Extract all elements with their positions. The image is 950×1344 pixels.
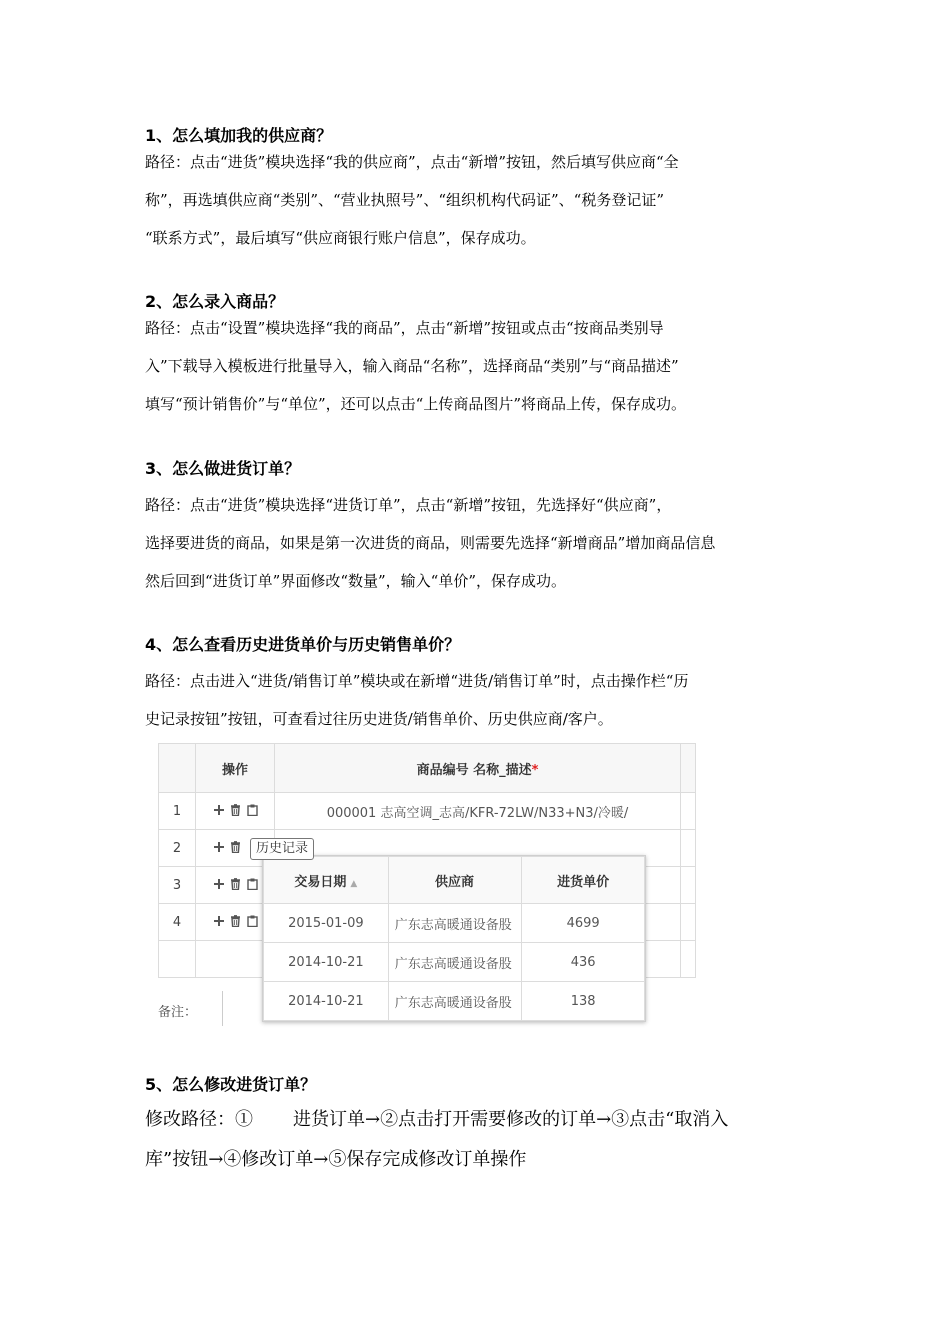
remark-label: 备注： xyxy=(158,1005,198,1020)
section-3-body xyxy=(145,486,810,600)
section-4-line-1: 路径：点击进入“进货/销售订单”模块或在新增“进货/销售订单”时，点击操作栏“历 xyxy=(145,672,689,690)
row-actions xyxy=(196,793,275,830)
popup-header-row xyxy=(264,857,645,904)
section-5-body xyxy=(145,1100,810,1180)
row-index: 2 xyxy=(159,830,196,867)
popup-price: 4699 xyxy=(522,904,645,943)
popup-price: 436 xyxy=(522,943,645,982)
section-1-line-1: 路径：点击“进货”模块选择“我的供应商”，点击“新增”按钮，然后填写供应商“全 xyxy=(145,153,679,171)
row-product-desc[interactable]: 000001 志高空调_志高/KFR-72LW/N33+N3/冷暖/ xyxy=(275,793,681,830)
add-icon[interactable] xyxy=(214,916,224,926)
popup-row[interactable] xyxy=(264,943,645,982)
header-index xyxy=(159,744,196,793)
row-index: 1 xyxy=(159,793,196,830)
section-5-title: 5、怎么修改进货订单？ xyxy=(145,1075,317,1094)
popup-date: 2015-01-09 xyxy=(264,904,389,943)
history-icon[interactable] xyxy=(247,915,258,927)
section-3-line-2: 选择要进货的商品，如果是第一次进货的商品，则需要先选择“新增商品”增加商品信息 xyxy=(145,534,716,552)
sort-caret-icon[interactable]: ▲ xyxy=(350,878,358,889)
header-extra xyxy=(681,744,696,793)
add-icon[interactable] xyxy=(214,842,224,852)
table-row xyxy=(159,793,696,830)
history-icon[interactable] xyxy=(247,878,258,890)
section-3-title: 3、怎么做进货订单？ xyxy=(145,459,301,478)
popup-row[interactable] xyxy=(264,904,645,943)
delete-icon[interactable] xyxy=(230,804,241,816)
delete-icon[interactable] xyxy=(230,878,241,890)
section-2-body xyxy=(145,309,810,423)
add-icon[interactable] xyxy=(214,805,224,815)
popup-col-price: 进货单价 xyxy=(522,857,645,904)
table-header-row xyxy=(159,744,696,793)
section-2-title: 2、怎么录入商品？ xyxy=(145,292,285,311)
header-product-desc-label: 商品编号 名称_描述 xyxy=(416,762,532,778)
popup-price: 138 xyxy=(522,982,645,1021)
remark-input[interactable] xyxy=(222,991,223,1026)
section-1-title: 1、怎么填加我的供应商？ xyxy=(145,126,333,145)
history-icon[interactable] xyxy=(247,804,258,816)
section-2-line-2: 入”下载导入模板进行批量导入，输入商品“名称”，选择商品“类别”与“商品描述” xyxy=(145,357,679,375)
section-1-line-3: “联系方式”，最后填写“供应商银行账户信息”，保存成功。 xyxy=(145,229,536,247)
popup-col-date[interactable] xyxy=(264,857,389,904)
section-3-line-1: 路径：点击“进货”模块选择“进货订单”，点击“新增”按钮，先选择好“供应商”， xyxy=(145,496,672,514)
popup-col-date-label: 交易日期 xyxy=(294,874,347,890)
row-index: 4 xyxy=(159,904,196,941)
section-5-line-1 xyxy=(145,1100,810,1140)
header-operation: 操作 xyxy=(196,744,275,793)
delete-icon[interactable] xyxy=(230,841,241,853)
popup-date: 2014-10-21 xyxy=(264,982,389,1021)
section-4-body xyxy=(145,662,810,738)
section-4-title: 4、怎么查看历史进货单价与历史销售单价？ xyxy=(145,635,461,654)
popup-date: 2014-10-21 xyxy=(264,943,389,982)
section-1-line-2: 称”，再选填供应商“类别”、“营业执照号”、“组织机构代码证”、“税务登记证” xyxy=(145,191,665,209)
popup-col-supplier: 供应商 xyxy=(388,857,522,904)
row-index: 3 xyxy=(159,867,196,904)
delete-icon[interactable] xyxy=(230,915,241,927)
section-2-line-3: 填写“预计销售价”与“单位”，还可以点击“上传商品图片”将商品上传，保存成功。 xyxy=(145,395,687,413)
history-price-screenshot xyxy=(158,743,698,1028)
popup-supplier: 广东志高暖通设备股 xyxy=(388,982,522,1021)
required-mark: * xyxy=(531,762,539,778)
section-5-line-1-rest: 进货订单→②点击打开需要修改的订单→③点击“取消入 xyxy=(293,1109,729,1130)
section-1-body xyxy=(145,143,810,257)
section-3-line-3: 然后回到“进货订单”界面修改“数量”，输入“单价”，保存成功。 xyxy=(145,572,567,590)
section-5-line-1-start: 修改路径：① xyxy=(145,1109,253,1130)
popup-row[interactable] xyxy=(264,982,645,1021)
section-4-line-2: 史记录按钮”按钮，可查看过往历史进货/销售单价、历史供应商/客户。 xyxy=(145,710,613,728)
history-price-table xyxy=(263,856,645,1021)
history-tooltip: 历史记录 xyxy=(250,838,314,860)
history-price-popup xyxy=(262,855,646,1022)
add-icon[interactable] xyxy=(214,879,224,889)
section-5-line-2: 库”按钮→④修改订单→⑤保存完成修改订单操作 xyxy=(145,1149,527,1170)
popup-supplier: 广东志高暖通设备股 xyxy=(388,904,522,943)
header-product-desc xyxy=(275,744,681,793)
section-2-line-1: 路径：点击“设置”模块选择“我的商品”，点击“新增”按钮或点击“按商品类别导 xyxy=(145,319,664,337)
popup-supplier: 广东志高暖通设备股 xyxy=(388,943,522,982)
